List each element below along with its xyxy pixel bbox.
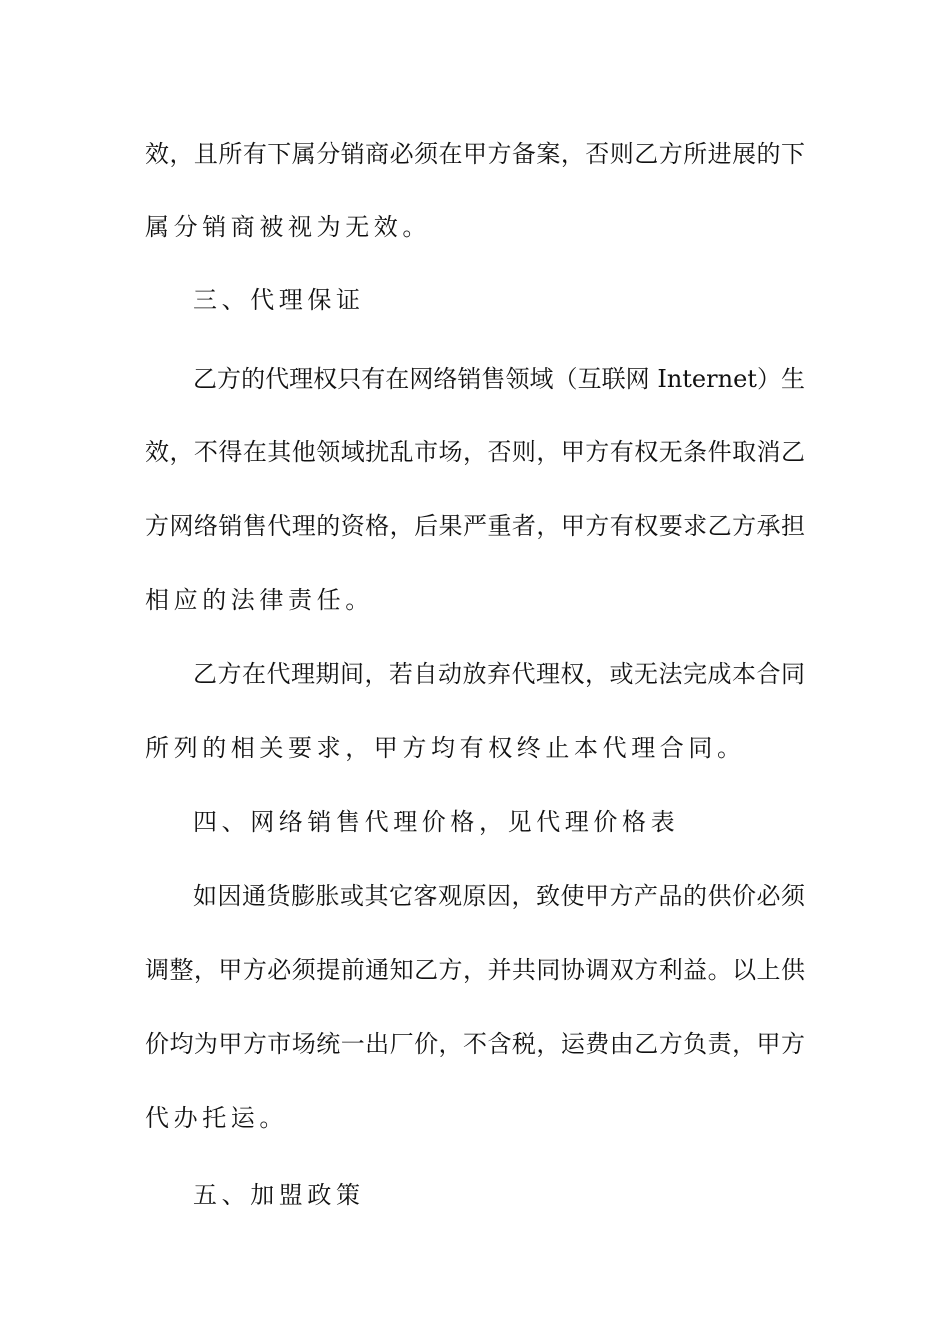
- paragraph-line: 调整，甲方必须提前通知乙方，并共同协调双方利益。以上供: [145, 956, 805, 984]
- paragraph-line: 效，且所有下属分销商必须在甲方备案，否则乙方所进展的下: [145, 140, 805, 168]
- paragraph-line: 相应的法律责任。: [145, 586, 374, 614]
- paragraph-line: 如因通货膨胀或其它客观原因，致使甲方产品的供价必须: [193, 882, 805, 910]
- section-heading: 四、网络销售代理价格，见代理价格表: [193, 808, 680, 836]
- paragraph-line: 所列的相关要求，甲方均有权终止本代理合同。: [145, 734, 746, 762]
- paragraph-line: 价均为甲方市场统一出厂价，不含税，运费由乙方负责，甲方: [145, 1030, 805, 1058]
- paragraph-line: 乙方的代理权只有在网络销售领域（互联网 Internet）生: [193, 365, 805, 393]
- section-heading: 五、加盟政策: [193, 1181, 365, 1209]
- paragraph-line: 效，不得在其他领域扰乱市场，否则，甲方有权无条件取消乙: [145, 438, 805, 466]
- section-heading: 三、代理保证: [193, 286, 365, 314]
- paragraph-line: 方网络销售代理的资格，后果严重者，甲方有权要求乙方承担: [145, 512, 805, 540]
- paragraph-line: 属分销商被视为无效。: [145, 213, 431, 241]
- paragraph-line: 乙方在代理期间，若自动放弃代理权，或无法完成本合同: [193, 660, 805, 688]
- paragraph-line: 代办托运。: [145, 1104, 288, 1132]
